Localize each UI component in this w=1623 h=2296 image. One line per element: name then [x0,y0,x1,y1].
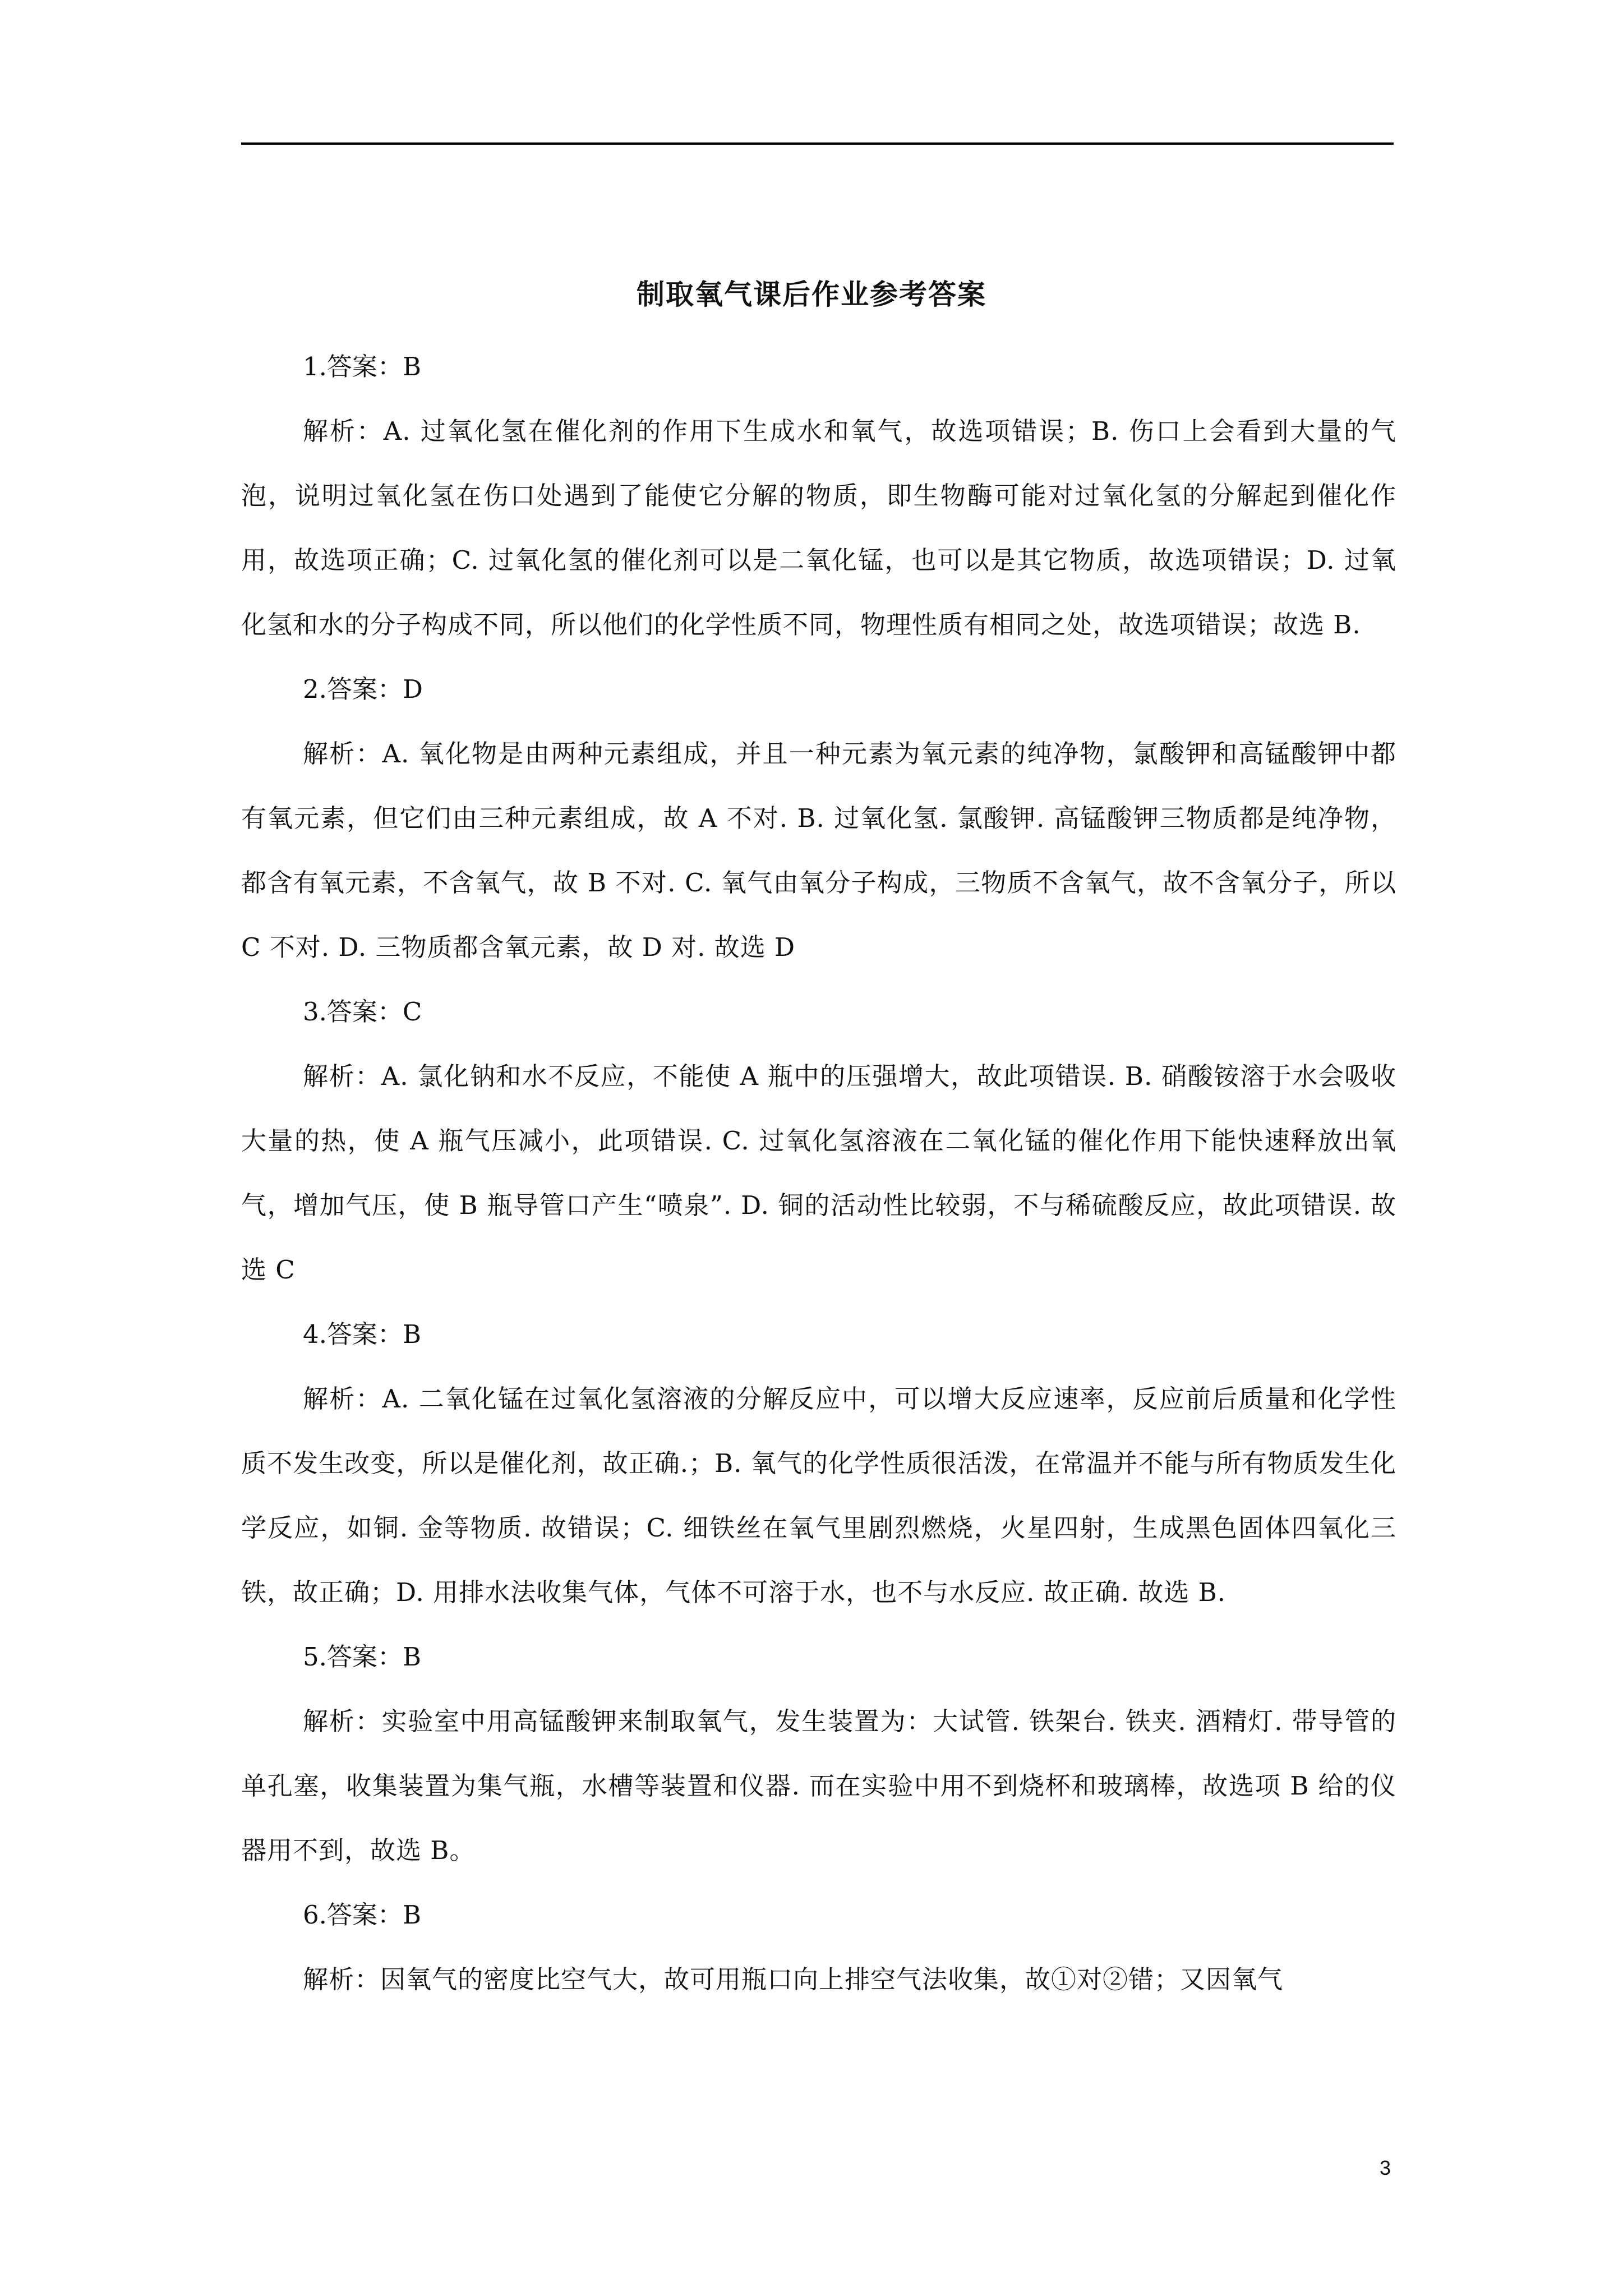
answer-item [241,1625,1396,1883]
answer-item [241,979,1396,1302]
analysis-text: 解析：A. 氧化物是由两种元素组成，并且一种元素为氧元素的纯净物，氯酸钾和高锰酸钾中都有氧元素，但它们由三种元素组成，故 A 不对. B. 过氧化氢. 氯酸钾. 高锰酸钾三物质都是纯净物，都含有氧元素，不含氧气，故 B 不对. C. 氧气由氧分子构成，三物质不含氧气，故不含氧分子，所以 C 不对. D. 三物质都含氧元素，故 D 对. 故选 D [241,739,1396,962]
header-rule [241,142,1394,145]
answer-item [241,334,1396,657]
analysis-text: 解析：A. 二氧化锰在过氧化氢溶液的分解反应中，可以增大反应速率，反应前后质量和化学性质不发生改变，所以是催化剂，故正确.；B. 氧气的化学性质很活泼，在常温并不能与所有物质发生化学反应，如铜. 金等物质. 故错误；C. 细铁丝在氧气里剧烈燃烧，火星四射，生成黑色固体四氧化三铁，故正确；D. 用排水法收集气体，气体不可溶于水，也不与水反应. 故正确. 故选 B. [241,1384,1396,1607]
analysis-text: 解析：实验室中用高锰酸钾来制取氧气，发生装置为：大试管. 铁架台. 铁夹. 酒精灯. 带导管的单孔塞，收集装置为集气瓶，水槽等装置和仪器. 而在实验中用不到烧杯和玻璃棒，故选项 B 给的仪器用不到，故选 B。 [241,1706,1396,1865]
answer-line: 4.答案：B [303,1319,422,1349]
answer-item [241,1302,1396,1625]
analysis-text: 解析：因氧气的密度比空气大，故可用瓶口向上排空气法收集，故①对②错；又因氧气 [303,1964,1284,1994]
answer-line: 5.答案：B [303,1642,422,1672]
answer-item [241,657,1396,979]
answer-line: 2.答案：D [303,674,423,704]
document-title: 制取氧气课后作业参考答案 [637,278,986,311]
answer-line: 1.答案：B [303,352,422,381]
analysis-text: 解析：A. 氯化钠和水不反应，不能使 A 瓶中的压强增大，故此项错误. B. 硝酸铵溶于水会吸收大量的热，使 A 瓶气压减小，此项错误. C. 过氧化氢溶液在二氧化锰的催化作用下能快速释放出氧气，增加气压，使 B 瓶导管口产生“喷泉”. D. 铜的活动性比较弱，不与稀硫酸反应，故此项错误. 故选 C [241,1061,1396,1285]
analysis-text: 解析：A. 过氧化氢在催化剂的作用下生成水和氧气，故选项错误；B. 伤口上会看到大量的气泡，说明过氧化氢在伤口处遇到了能使它分解的物质，即生物酶可能对过氧化氢的分解起到催化作用，故选项正确；C. 过氧化氢的催化剂可以是二氧化锰，也可以是其它物质，故选项错误；D. 过氧化氢和水的分子构成不同，所以他们的化学性质不同，物理性质有相同之处，故选项错误；故选 B. [241,416,1396,639]
page-number: 3 [1379,2156,1391,2179]
answer-line: 3.答案：C [303,997,422,1027]
answer-line: 6.答案：B [303,1900,422,1930]
answer-list [241,334,1396,2012]
answer-item [241,1883,1396,2012]
